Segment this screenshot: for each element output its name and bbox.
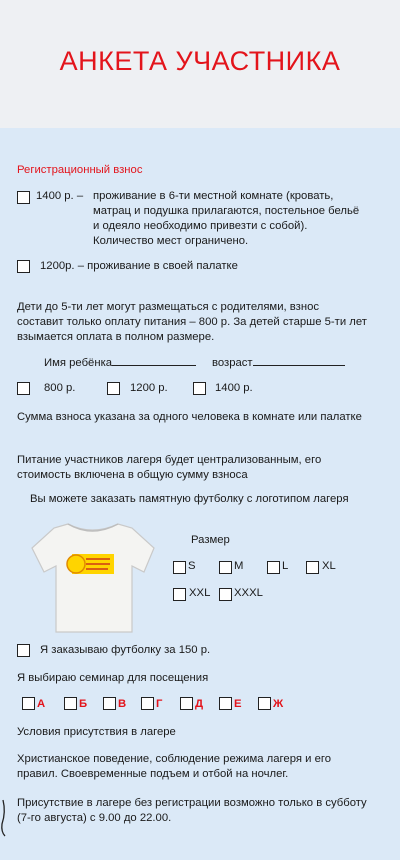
meals-note: Питание участников лагеря будет централизованным, его стоимость включена в общую сумму взноса [17, 454, 322, 481]
child-name-row [44, 356, 196, 371]
tshirt-order-text: Я заказываю футболку за 150 р. [40, 644, 211, 656]
children-text: Дети до 5-ти лет могут размещаться с родителями, взнос составит только оплату питания – 800 р. За детей старше 5-ти лет взымается оплата в полном размере. [17, 301, 367, 343]
size-xxl-label: XXL [189, 587, 211, 599]
child-price-800-label: 800 р. [44, 382, 76, 394]
seminar-b-label: Б [79, 698, 88, 710]
pen-mark-icon [0, 798, 8, 838]
seminar-zh-label: Ж [273, 698, 284, 710]
child-price-800-checkbox[interactable] [17, 382, 30, 395]
child-price-1200-checkbox[interactable] [107, 382, 120, 395]
fee-room-price: 1400 р. – [36, 190, 84, 202]
seminar-a-label: А [37, 698, 46, 710]
tshirt-offer: Вы можете заказать памятную футболку с логотипом лагеря [30, 493, 349, 505]
size-m-label: M [234, 560, 244, 572]
child-name-label: Имя ребёнка [44, 357, 113, 369]
size-xl-checkbox[interactable] [306, 561, 319, 574]
fee-tent-text: 1200р. – проживание в своей палатке [40, 260, 238, 272]
child-price-1200-label: 1200 р. [130, 382, 168, 394]
fee-heading: Регистрационный взнос [17, 164, 143, 176]
seminar-e-label: Е [234, 698, 242, 710]
conditions-rules: Христианское поведение, соблюдение режима лагеря и его правил. Своевременные подъем и отбой на ночлег. [17, 753, 332, 780]
child-name-field[interactable] [112, 365, 196, 366]
size-label: Размер [191, 534, 230, 546]
seminar-b-checkbox[interactable] [64, 697, 77, 710]
size-xxxl-label: XXXL [234, 587, 263, 599]
size-l-checkbox[interactable] [267, 561, 280, 574]
conditions-presence: Присутствие в лагере без регистрации возможно только в субботу (7-го августа) с 9.00 до 22.00. [17, 797, 367, 824]
seminar-g-label: Г [156, 698, 163, 710]
size-xl-label: XL [322, 560, 336, 572]
page-title: АНКЕТА УЧАСТНИКА [59, 46, 341, 76]
seminar-zh-checkbox[interactable] [258, 697, 271, 710]
child-age-label: возраст [212, 357, 253, 369]
seminar-label: Я выбираю семинар для посещения [17, 672, 209, 684]
child-price-1400-label: 1400 р. [215, 382, 253, 394]
fee-room-text: проживание в 6-ти местной комнате (кровать, матрац и подушка прилагаются, постельное бельё и одеяло необходимо привезти с собой). Количество мест ограничено. [93, 190, 360, 247]
seminar-a-checkbox[interactable] [22, 697, 35, 710]
child-age-row [212, 356, 345, 371]
child-price-1400-checkbox[interactable] [193, 382, 206, 395]
tshirt-order-checkbox[interactable] [17, 644, 30, 657]
tshirt-image [28, 518, 156, 636]
size-xxl-checkbox[interactable] [173, 588, 186, 601]
fee-room-checkbox[interactable] [17, 191, 30, 204]
fee-tent-checkbox[interactable] [17, 260, 30, 273]
size-m-checkbox[interactable] [219, 561, 232, 574]
size-s-label: S [188, 560, 196, 572]
size-s-checkbox[interactable] [173, 561, 186, 574]
size-l-label: L [282, 560, 289, 572]
child-age-field[interactable] [253, 365, 345, 366]
seminar-v-label: В [118, 698, 127, 710]
size-xxxl-checkbox[interactable] [219, 588, 232, 601]
conditions-heading: Условия присутствия в лагере [17, 726, 176, 738]
per-person-note: Сумма взноса указана за одного человека в комнате или палатке [17, 411, 362, 423]
seminar-d-checkbox[interactable] [180, 697, 193, 710]
seminar-d-label: Д [195, 698, 204, 710]
seminar-e-checkbox[interactable] [219, 697, 232, 710]
seminar-v-checkbox[interactable] [103, 697, 116, 710]
seminar-g-checkbox[interactable] [141, 697, 154, 710]
